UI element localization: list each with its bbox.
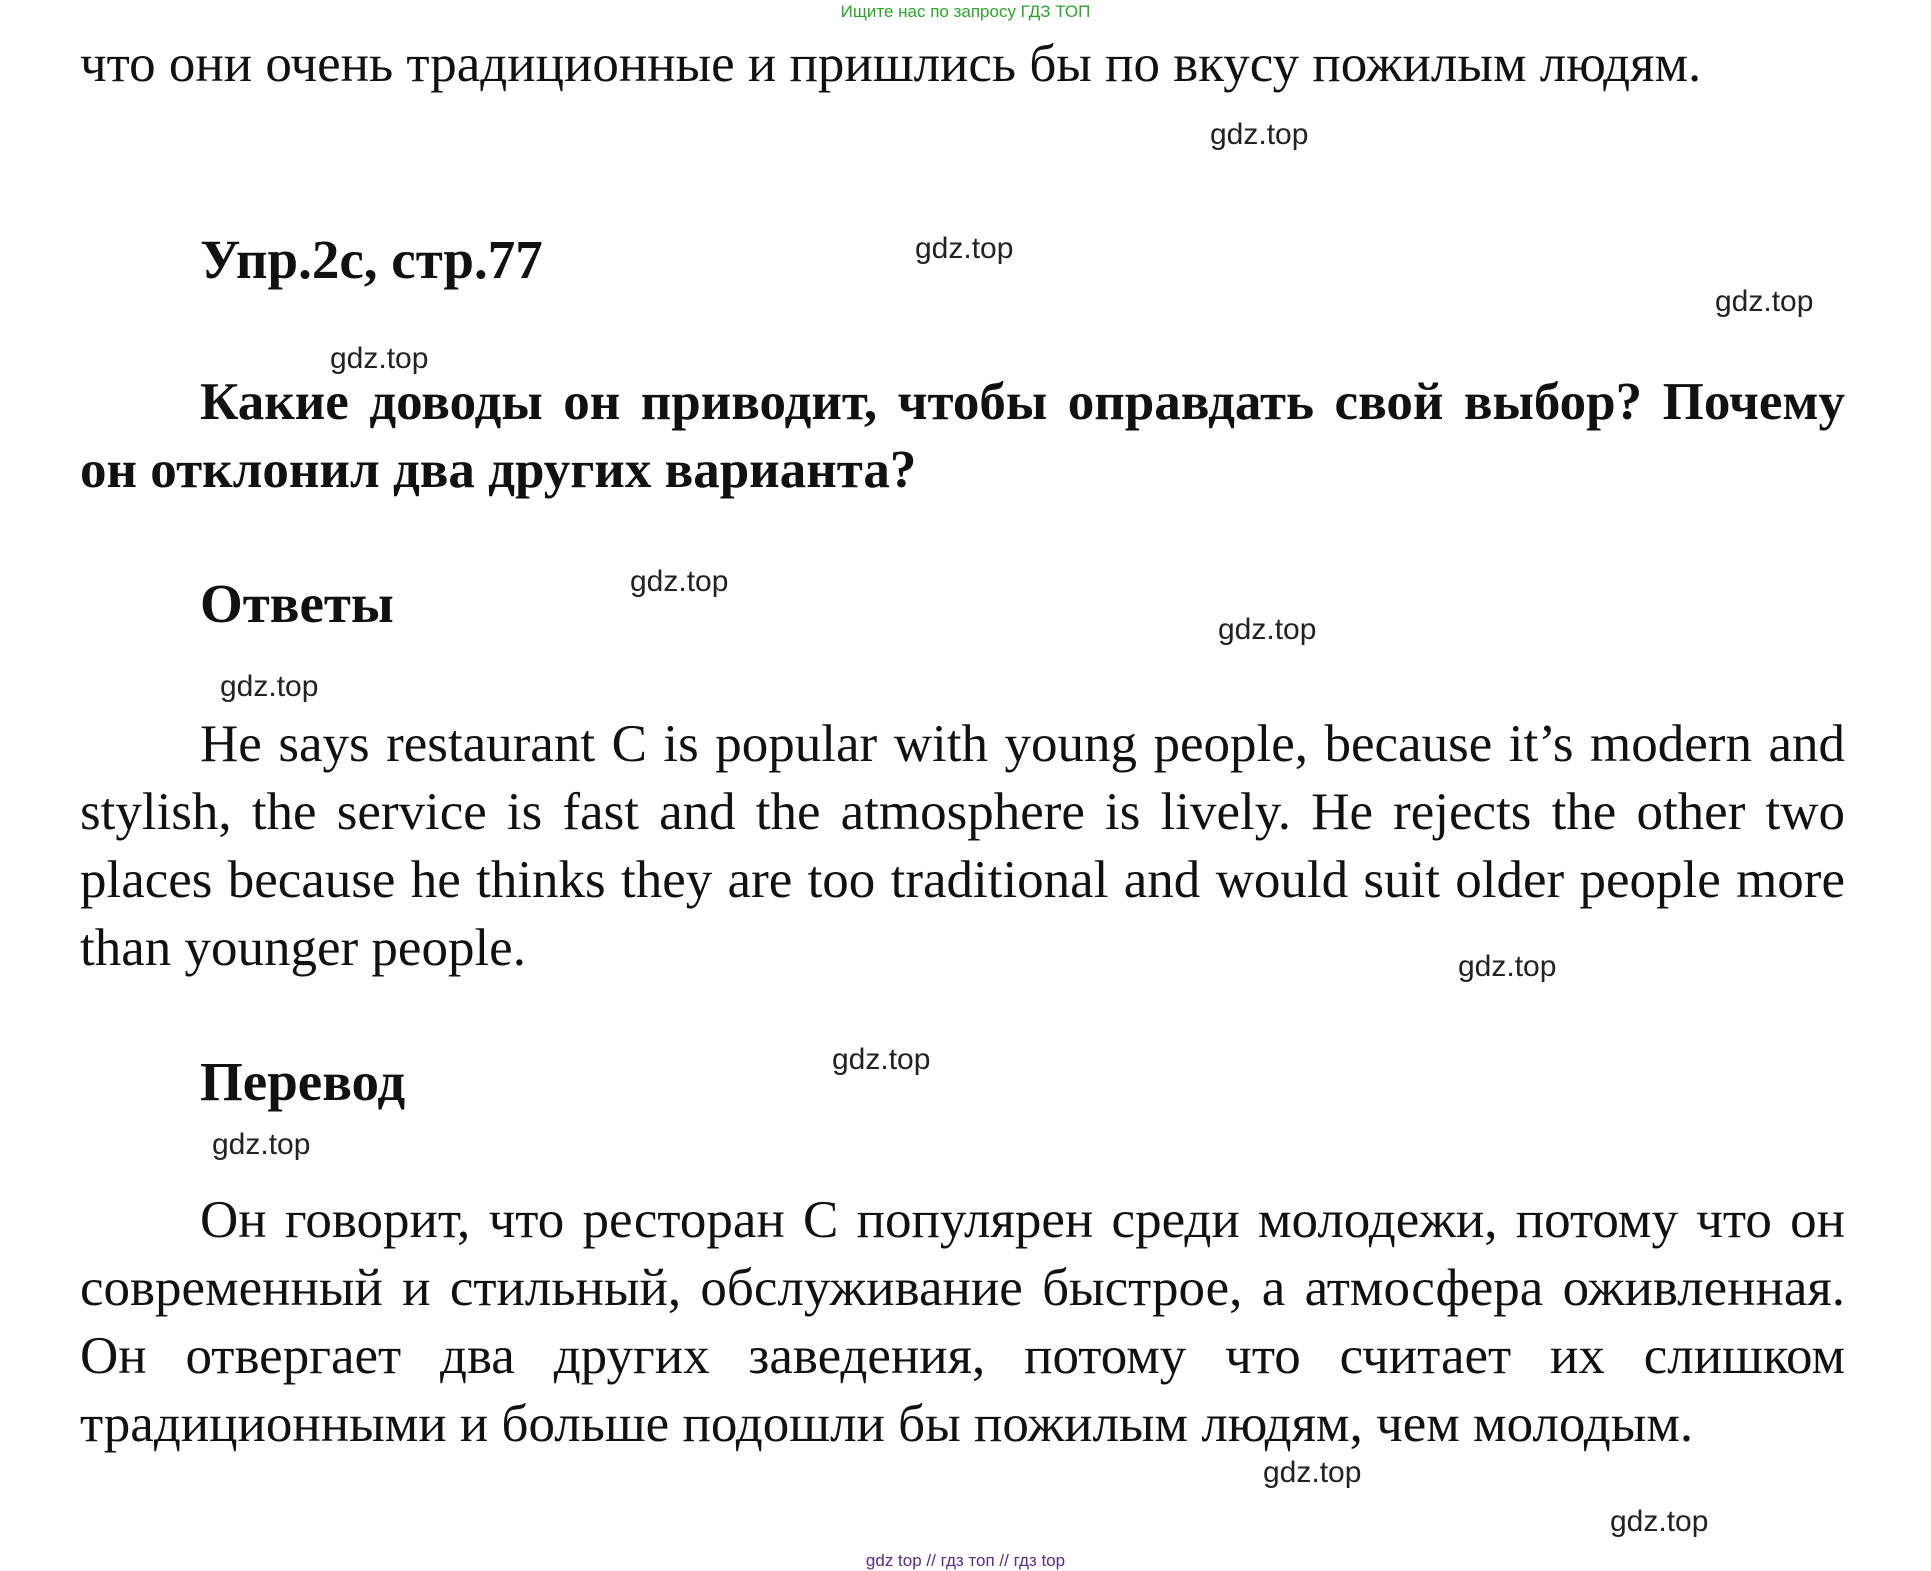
watermark: gdz.top	[1458, 950, 1557, 983]
watermark: gdz.top	[915, 232, 1014, 265]
answer-text: He says restaurant C is popular with young people, because it’s modern and stylish, the service is fast and the atmosphere is lively. He rejects the other two places because he thinks they are too traditional and would suit older people more than younger people.	[80, 715, 1845, 977]
question-text: Какие доводы он приводит, чтобы оправдать свой выбор? Почему он отклонил два других варианта?	[80, 373, 1845, 499]
translation-heading: Перевод	[200, 1051, 406, 1112]
exercise-title: Упр.2с, стр.77	[200, 229, 543, 290]
top-banner: Ищите нас по запросу ГДЗ ТОП	[840, 2, 1091, 21]
watermark: gdz.top	[1218, 613, 1317, 646]
answers-heading: Ответы	[200, 573, 394, 634]
watermark: gdz.top	[1610, 1505, 1709, 1538]
watermark: gdz.top	[212, 1128, 311, 1161]
watermark: gdz.top	[832, 1043, 931, 1076]
watermark: gdz.top	[1263, 1456, 1362, 1489]
watermark: gdz.top	[330, 342, 429, 375]
watermark: gdz.top	[1210, 118, 1309, 151]
watermark: gdz.top	[630, 565, 729, 598]
watermark: gdz.top	[1715, 285, 1814, 318]
watermark: gdz.top	[220, 670, 319, 703]
bottom-banner: gdz top // гдз топ // гдз top	[865, 1551, 1066, 1570]
translation-text: Он говорит, что ресторан С популярен среди молодежи, потому что он современный и стильный, обслуживание быстрое, а атмосфера оживленная. Он отвергает два других заведения, потому что считает их слишком традиционными и больше подошли бы пожилым людям, чем молодым.	[80, 1191, 1845, 1453]
continuation-text: что они очень традиционные и пришлись бы по вкусу пожилым людям.	[80, 35, 1702, 93]
